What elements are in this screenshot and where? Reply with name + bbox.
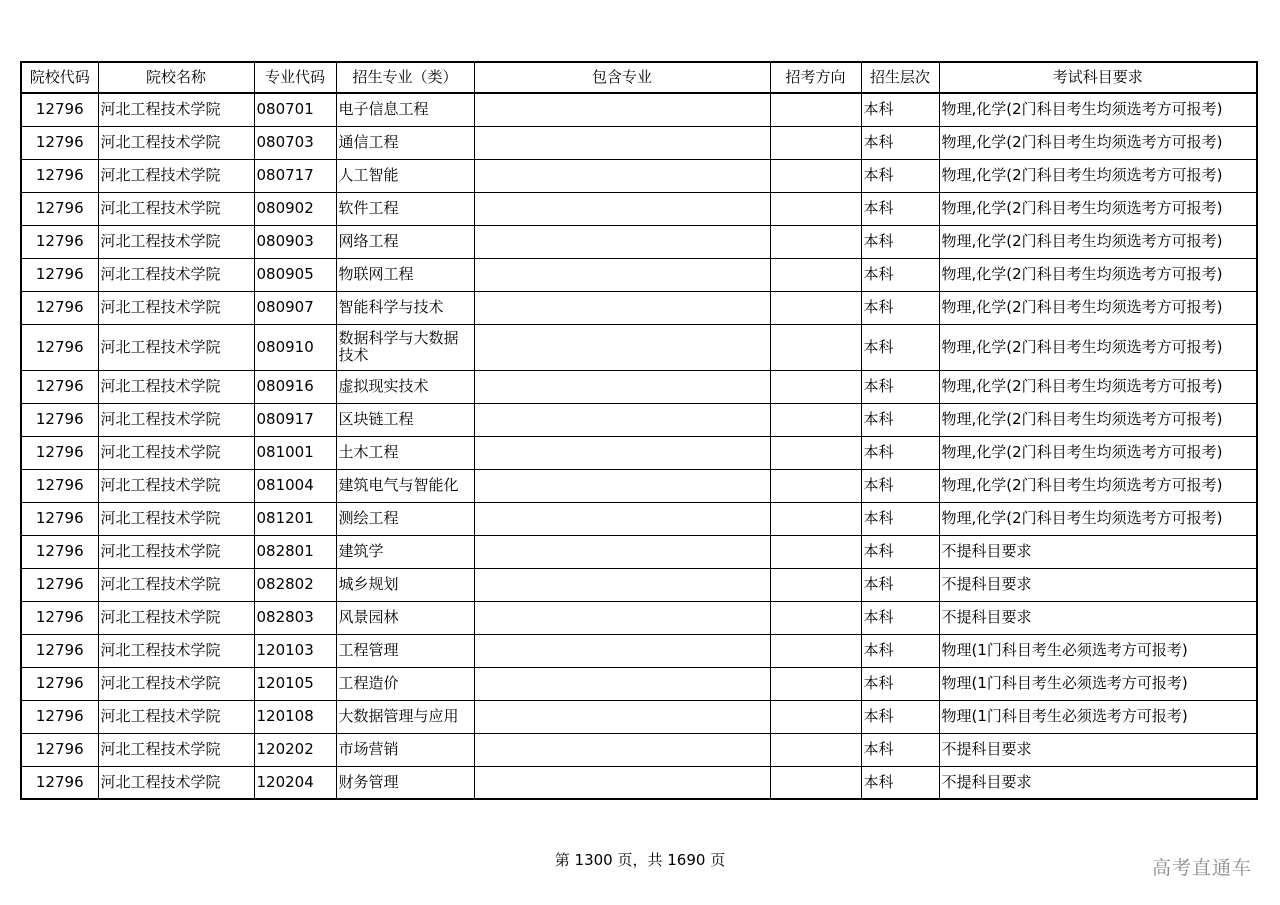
- cell-major-code: 080703: [254, 126, 336, 159]
- cell-level: 本科: [861, 436, 939, 469]
- cell-major: 物联网工程: [336, 258, 474, 291]
- cell-direction: [770, 667, 861, 700]
- cell-school-name: 河北工程技术学院: [98, 568, 254, 601]
- cell-included-majors: [474, 436, 770, 469]
- header-subject-requirement: 考试科目要求: [939, 62, 1257, 93]
- cell-subject-requirement: 不提科目要求: [939, 733, 1257, 766]
- table-row: [21, 502, 1257, 535]
- cell-level: 本科: [861, 766, 939, 799]
- cell-school-name: 河北工程技术学院: [98, 766, 254, 799]
- table-row: [21, 225, 1257, 258]
- cell-included-majors: [474, 159, 770, 192]
- cell-direction: [770, 324, 861, 370]
- cell-school-name: 河北工程技术学院: [98, 436, 254, 469]
- cell-school-code: 12796: [21, 535, 98, 568]
- cell-included-majors: [474, 568, 770, 601]
- cell-level: 本科: [861, 733, 939, 766]
- cell-school-name: 河北工程技术学院: [98, 403, 254, 436]
- watermark-logo: 高考直通车: [1151, 857, 1252, 879]
- cell-school-name: 河北工程技术学院: [98, 733, 254, 766]
- cell-level: 本科: [861, 568, 939, 601]
- cell-direction: [770, 766, 861, 799]
- table-row: [21, 258, 1257, 291]
- cell-direction: [770, 535, 861, 568]
- cell-level: 本科: [861, 634, 939, 667]
- cell-subject-requirement: 不提科目要求: [939, 535, 1257, 568]
- cell-subject-requirement: 不提科目要求: [939, 601, 1257, 634]
- cell-subject-requirement: 物理,化学(2门科目考生均须选考方可报考): [939, 436, 1257, 469]
- cell-school-name: 河北工程技术学院: [98, 370, 254, 403]
- cell-level: 本科: [861, 370, 939, 403]
- cell-school-name: 河北工程技术学院: [98, 225, 254, 258]
- cell-level: 本科: [861, 192, 939, 225]
- cell-major-code: 081001: [254, 436, 336, 469]
- cell-included-majors: [474, 324, 770, 370]
- cell-major: 电子信息工程: [336, 93, 474, 126]
- cell-school-name: 河北工程技术学院: [98, 93, 254, 126]
- cell-school-code: 12796: [21, 225, 98, 258]
- cell-major-code: 080905: [254, 258, 336, 291]
- cell-major-code: 120108: [254, 700, 336, 733]
- cell-included-majors: [474, 766, 770, 799]
- cell-major-code: 120105: [254, 667, 336, 700]
- cell-level: 本科: [861, 403, 939, 436]
- cell-direction: [770, 403, 861, 436]
- cell-school-code: 12796: [21, 766, 98, 799]
- cell-major-code: 080903: [254, 225, 336, 258]
- cell-major-code: 120202: [254, 733, 336, 766]
- cell-level: 本科: [861, 601, 939, 634]
- cell-included-majors: [474, 634, 770, 667]
- cell-school-code: 12796: [21, 93, 98, 126]
- cell-direction: [770, 159, 861, 192]
- cell-school-code: 12796: [21, 700, 98, 733]
- cell-major: 人工智能: [336, 159, 474, 192]
- cell-major: 网络工程: [336, 225, 474, 258]
- cell-school-name: 河北工程技术学院: [98, 601, 254, 634]
- cell-major: 财务管理: [336, 766, 474, 799]
- cell-major: 虚拟现实技术: [336, 370, 474, 403]
- cell-major: 市场营销: [336, 733, 474, 766]
- cell-level: 本科: [861, 324, 939, 370]
- cell-school-name: 河北工程技术学院: [98, 159, 254, 192]
- cell-school-name: 河北工程技术学院: [98, 634, 254, 667]
- cell-major: 区块链工程: [336, 403, 474, 436]
- cell-major-code: 120204: [254, 766, 336, 799]
- cell-major-code: 082803: [254, 601, 336, 634]
- cell-included-majors: [474, 700, 770, 733]
- cell-direction: [770, 733, 861, 766]
- cell-major-code: 080701: [254, 93, 336, 126]
- cell-level: 本科: [861, 535, 939, 568]
- cell-direction: [770, 568, 861, 601]
- table-row: [21, 535, 1257, 568]
- cell-school-code: 12796: [21, 469, 98, 502]
- cell-direction: [770, 291, 861, 324]
- cell-included-majors: [474, 502, 770, 535]
- cell-included-majors: [474, 192, 770, 225]
- cell-subject-requirement: 物理,化学(2门科目考生均须选考方可报考): [939, 126, 1257, 159]
- header-included-majors: 包含专业: [474, 62, 770, 93]
- cell-school-name: 河北工程技术学院: [98, 324, 254, 370]
- cell-school-code: 12796: [21, 733, 98, 766]
- cell-school-code: 12796: [21, 667, 98, 700]
- cell-level: 本科: [861, 93, 939, 126]
- table-row: [21, 403, 1257, 436]
- cell-major-code: 081201: [254, 502, 336, 535]
- cell-school-code: 12796: [21, 634, 98, 667]
- cell-subject-requirement: 物理(1门科目考生必须选考方可报考): [939, 700, 1257, 733]
- cell-major: 大数据管理与应用: [336, 700, 474, 733]
- cell-major: 通信工程: [336, 126, 474, 159]
- table-row: [21, 601, 1257, 634]
- cell-school-code: 12796: [21, 324, 98, 370]
- cell-school-name: 河北工程技术学院: [98, 192, 254, 225]
- table-row: [21, 436, 1257, 469]
- cell-direction: [770, 192, 861, 225]
- cell-included-majors: [474, 535, 770, 568]
- cell-major: 数据科学与大数据技术: [336, 324, 474, 370]
- cell-direction: [770, 93, 861, 126]
- cell-major: 工程造价: [336, 667, 474, 700]
- header-row: [21, 62, 1257, 93]
- cell-school-name: 河北工程技术学院: [98, 469, 254, 502]
- cell-subject-requirement: 物理,化学(2门科目考生均须选考方可报考): [939, 370, 1257, 403]
- cell-major: 土木工程: [336, 436, 474, 469]
- cell-direction: [770, 502, 861, 535]
- cell-major-code: 080916: [254, 370, 336, 403]
- cell-direction: [770, 469, 861, 502]
- cell-subject-requirement: 物理,化学(2门科目考生均须选考方可报考): [939, 324, 1257, 370]
- cell-subject-requirement: 物理,化学(2门科目考生均须选考方可报考): [939, 403, 1257, 436]
- cell-school-code: 12796: [21, 159, 98, 192]
- cell-subject-requirement: 物理(1门科目考生必须选考方可报考): [939, 667, 1257, 700]
- cell-school-name: 河北工程技术学院: [98, 667, 254, 700]
- cell-direction: [770, 601, 861, 634]
- cell-included-majors: [474, 667, 770, 700]
- cell-subject-requirement: 物理,化学(2门科目考生均须选考方可报考): [939, 502, 1257, 535]
- cell-included-majors: [474, 601, 770, 634]
- cell-subject-requirement: 物理,化学(2门科目考生均须选考方可报考): [939, 93, 1257, 126]
- cell-school-code: 12796: [21, 436, 98, 469]
- table-row: [21, 469, 1257, 502]
- table-row: [21, 291, 1257, 324]
- cell-major-code: 081004: [254, 469, 336, 502]
- cell-direction: [770, 258, 861, 291]
- header-school-code: 院校代码: [21, 62, 98, 93]
- table-row: [21, 93, 1257, 126]
- cell-level: 本科: [861, 258, 939, 291]
- cell-level: 本科: [861, 291, 939, 324]
- cell-school-code: 12796: [21, 126, 98, 159]
- cell-included-majors: [474, 733, 770, 766]
- cell-subject-requirement: 物理(1门科目考生必须选考方可报考): [939, 634, 1257, 667]
- table-row: [21, 667, 1257, 700]
- cell-level: 本科: [861, 225, 939, 258]
- cell-included-majors: [474, 126, 770, 159]
- table-row: [21, 126, 1257, 159]
- cell-major-code: 080917: [254, 403, 336, 436]
- table-row: [21, 370, 1257, 403]
- cell-major-code: 082801: [254, 535, 336, 568]
- header-school-name: 院校名称: [98, 62, 254, 93]
- cell-school-code: 12796: [21, 601, 98, 634]
- table-row: [21, 700, 1257, 733]
- cell-major: 风景园林: [336, 601, 474, 634]
- cell-major-code: 080902: [254, 192, 336, 225]
- cell-major-code: 082802: [254, 568, 336, 601]
- cell-major: 测绘工程: [336, 502, 474, 535]
- cell-direction: [770, 700, 861, 733]
- header-major-code: 专业代码: [254, 62, 336, 93]
- cell-school-code: 12796: [21, 403, 98, 436]
- cell-included-majors: [474, 258, 770, 291]
- cell-school-code: 12796: [21, 370, 98, 403]
- cell-major: 建筑学: [336, 535, 474, 568]
- cell-direction: [770, 370, 861, 403]
- table-row: [21, 324, 1257, 370]
- table-row: [21, 634, 1257, 667]
- table-row: [21, 733, 1257, 766]
- cell-major: 建筑电气与智能化: [336, 469, 474, 502]
- cell-direction: [770, 126, 861, 159]
- cell-subject-requirement: 物理,化学(2门科目考生均须选考方可报考): [939, 258, 1257, 291]
- cell-school-code: 12796: [21, 258, 98, 291]
- cell-level: 本科: [861, 700, 939, 733]
- table-body: [21, 93, 1257, 799]
- cell-school-name: 河北工程技术学院: [98, 126, 254, 159]
- table-row: [21, 766, 1257, 799]
- cell-major-code: 080910: [254, 324, 336, 370]
- table-row: [21, 159, 1257, 192]
- cell-school-code: 12796: [21, 568, 98, 601]
- cell-school-name: 河北工程技术学院: [98, 258, 254, 291]
- cell-included-majors: [474, 469, 770, 502]
- cell-included-majors: [474, 225, 770, 258]
- cell-direction: [770, 634, 861, 667]
- header-major: 招生专业（类）: [336, 62, 474, 93]
- cell-major: 智能科学与技术: [336, 291, 474, 324]
- cell-subject-requirement: 物理,化学(2门科目考生均须选考方可报考): [939, 291, 1257, 324]
- cell-subject-requirement: 不提科目要求: [939, 766, 1257, 799]
- cell-major-code: 080717: [254, 159, 336, 192]
- cell-major: 软件工程: [336, 192, 474, 225]
- cell-major-code: 080907: [254, 291, 336, 324]
- cell-direction: [770, 436, 861, 469]
- cell-level: 本科: [861, 159, 939, 192]
- cell-major: 城乡规划: [336, 568, 474, 601]
- header-direction: 招考方向: [770, 62, 861, 93]
- cell-school-name: 河北工程技术学院: [98, 502, 254, 535]
- cell-subject-requirement: 物理,化学(2门科目考生均须选考方可报考): [939, 192, 1257, 225]
- page-number: 第 1300 页，共 1690 页: [554, 851, 726, 869]
- header-level: 招生层次: [861, 62, 939, 93]
- cell-school-code: 12796: [21, 502, 98, 535]
- table-row: [21, 192, 1257, 225]
- cell-subject-requirement: 物理,化学(2门科目考生均须选考方可报考): [939, 159, 1257, 192]
- cell-subject-requirement: 物理,化学(2门科目考生均须选考方可报考): [939, 469, 1257, 502]
- cell-major: 工程管理: [336, 634, 474, 667]
- cell-included-majors: [474, 370, 770, 403]
- cell-included-majors: [474, 93, 770, 126]
- cell-subject-requirement: 不提科目要求: [939, 568, 1257, 601]
- cell-level: 本科: [861, 667, 939, 700]
- cell-included-majors: [474, 403, 770, 436]
- cell-included-majors: [474, 291, 770, 324]
- cell-level: 本科: [861, 502, 939, 535]
- cell-subject-requirement: 物理,化学(2门科目考生均须选考方可报考): [939, 225, 1257, 258]
- cell-school-name: 河北工程技术学院: [98, 291, 254, 324]
- cell-level: 本科: [861, 126, 939, 159]
- cell-school-name: 河北工程技术学院: [98, 535, 254, 568]
- cell-school-code: 12796: [21, 192, 98, 225]
- cell-level: 本科: [861, 469, 939, 502]
- cell-school-name: 河北工程技术学院: [98, 700, 254, 733]
- admissions-table: [20, 61, 1258, 800]
- table-row: [21, 568, 1257, 601]
- cell-major-code: 120103: [254, 634, 336, 667]
- cell-direction: [770, 225, 861, 258]
- cell-school-code: 12796: [21, 291, 98, 324]
